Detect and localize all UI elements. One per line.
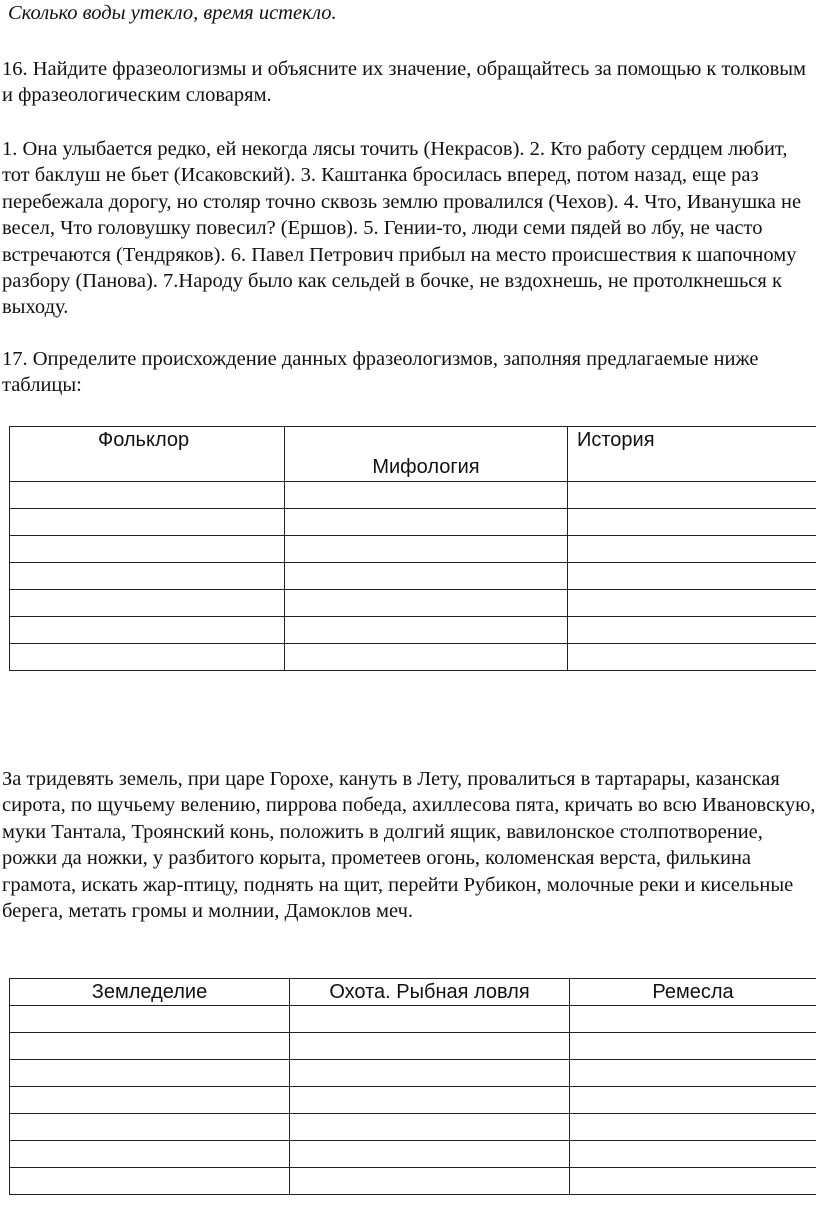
header-agriculture: Земледелие (10, 979, 290, 1006)
table-header-row (10, 979, 816, 1006)
epigraph: Сколько воды утекло, время истекло. (8, 2, 337, 24)
table-cell[interactable] (568, 590, 816, 617)
table-cell[interactable] (570, 1060, 816, 1087)
table-cell[interactable] (568, 617, 816, 644)
table-row (10, 536, 816, 563)
origin-table-2 (9, 978, 816, 1195)
origin-table-1 (9, 426, 816, 671)
table-cell[interactable] (290, 1060, 570, 1087)
table-row (10, 644, 816, 671)
table-cell[interactable] (570, 1006, 816, 1033)
table-row (10, 1168, 816, 1195)
table-cell[interactable] (290, 1006, 570, 1033)
table-cell[interactable] (10, 1114, 290, 1141)
table-cell[interactable] (10, 1006, 290, 1033)
table-cell[interactable] (285, 617, 568, 644)
table-cell[interactable] (570, 1087, 816, 1114)
task-16-examples: 1. Она улыбается редко, ей некогда лясы точить (Некрасов). 2. Кто работу сердцем любит, тот баклуш не бьет (Исаковский). 3. Каштанка бросилась вперед, потом назад, еще раз перебежала дорогу, но столяр точно сквозь землю провалился (Чехов). 4. Что, Иванушка не весел, Что головушку повесил? (Ершов). 5. Гении-то, люди семи пядей во лбу, не часто встречаются (Тендряков). 6. Павел Петрович прибыл на место происшествия к шапочному разбору (Панова). 7.Народу было как сельдей в бочке, не вздохнешь, не протолкнешься к выходу. (2, 138, 802, 319)
table-header-row (10, 427, 816, 482)
header-mythology: Мифология (285, 427, 568, 482)
table-cell[interactable] (570, 1168, 816, 1195)
origin-table-2-body (10, 979, 816, 1195)
origin-table-1-body (10, 427, 816, 671)
table-row (10, 509, 816, 536)
table-row (10, 1087, 816, 1114)
table-cell[interactable] (568, 644, 816, 671)
table-cell[interactable] (570, 1141, 816, 1168)
table-cell[interactable] (568, 536, 816, 563)
table-cell[interactable] (570, 1033, 816, 1060)
table-cell[interactable] (10, 1141, 290, 1168)
table-cell[interactable] (285, 482, 568, 509)
table-row (10, 1141, 816, 1168)
table-cell[interactable] (10, 563, 285, 590)
table-cell[interactable] (10, 644, 285, 671)
table-cell[interactable] (10, 1087, 290, 1114)
table-row (10, 563, 816, 590)
table-row (10, 1060, 816, 1087)
task-17-heading: 17. Определите происхождение данных фразеологизмов, заполняя предлагаемые ниже таблицы: (2, 348, 759, 397)
table-cell[interactable] (10, 509, 285, 536)
table-row (10, 1006, 816, 1033)
table-cell[interactable] (290, 1141, 570, 1168)
table-cell[interactable] (285, 563, 568, 590)
table-cell[interactable] (290, 1168, 570, 1195)
header-history: История (568, 427, 816, 482)
table-cell[interactable] (290, 1114, 570, 1141)
table-cell[interactable] (10, 617, 285, 644)
table-cell[interactable] (285, 509, 568, 536)
header-crafts: Ремесла (570, 979, 816, 1006)
table-cell[interactable] (568, 509, 816, 536)
table-cell[interactable] (10, 1033, 290, 1060)
header-hunting-fishing: Охота. Рыбная ловля (290, 979, 570, 1006)
table-cell[interactable] (290, 1087, 570, 1114)
header-folklore: Фольклор (10, 427, 285, 482)
table-row (10, 1033, 816, 1060)
table-cell[interactable] (285, 536, 568, 563)
task-16-heading: 16. Найдите фразеологизмы и объясните их значение, обращайтесь за помощью к толковым и фразеологическим словарям. (2, 58, 807, 107)
table-cell[interactable] (10, 536, 285, 563)
table-cell[interactable] (10, 482, 285, 509)
table-cell[interactable] (10, 590, 285, 617)
table-cell[interactable] (285, 590, 568, 617)
table-cell[interactable] (10, 1168, 290, 1195)
table-row (10, 590, 816, 617)
table-cell[interactable] (568, 563, 816, 590)
table-cell[interactable] (568, 482, 816, 509)
table-cell[interactable] (290, 1033, 570, 1060)
table-row (10, 1114, 816, 1141)
table-cell[interactable] (570, 1114, 816, 1141)
table-cell[interactable] (10, 1060, 290, 1087)
phrase-list: За тридевять земель, при царе Горохе, кануть в Лету, провалиться в тартарары, казанская сирота, по щучьему велению, пиррова победа, ахиллесова пята, кричать во всю Ивановскую, муки Тантала, Троянский конь, положить в долгий ящик, вавилонское столпотворение, рожки да ножки, у разбитого корыта, прометеев огонь, коломенская верста, филькина грамота, искать жар-птицу, поднять на щит, перейти Рубикон, молочные реки и кисельные берега, метать громы и молнии, Дамоклов меч. (2, 768, 816, 923)
table-row (10, 482, 816, 509)
table-row (10, 617, 816, 644)
table-cell[interactable] (285, 644, 568, 671)
